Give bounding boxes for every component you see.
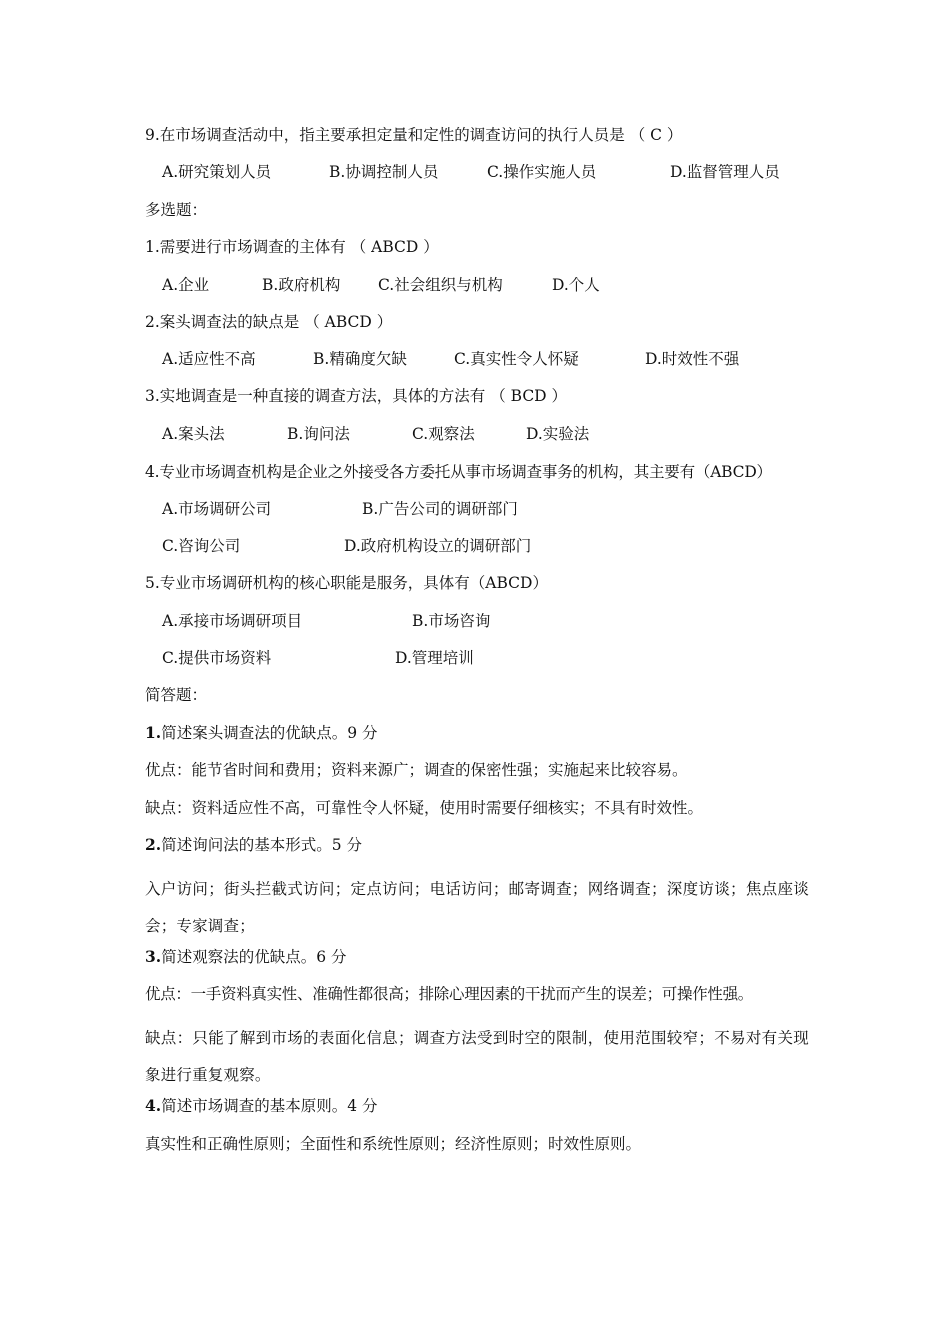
question-9-options [162,161,842,183]
multi-question-1-stem: 1.需要进行市场调查的主体有 （ ABCD ） [145,238,439,256]
question-text: 简述观察法的优缺点。6 分 [161,948,347,966]
option-d: D.个人 [552,276,600,294]
option-c: C.操作实施人员 [487,163,597,181]
option-a: A.市场调研公司 [162,500,272,518]
option-b: B.询问法 [287,425,350,443]
question-number: 2. [145,835,162,854]
option-d: D.时效性不强 [645,350,740,368]
option-c: C.观察法 [412,425,475,443]
multi-question-3-stem: 3.实地调查是一种直接的调查方法，具体的方法有 （ BCD ） [145,387,568,405]
question-text: 简述询问法的基本形式。5 分 [161,836,362,854]
short-answer-3-pros: 优点：一手资料真实性、准确性都很高；排除心理因素的干扰而产生的误差；可操作性强。 [145,985,754,1003]
option-d: D.管理培训 [395,649,474,667]
question-9-stem: 9.在市场调查活动中，指主要承担定量和定性的调查访问的执行人员是 （ C ） [145,126,683,144]
option-c: C.咨询公司 [162,537,241,555]
short-answer-4: 真实性和正确性原则；全面性和系统性原则；经济性原则；时效性原则。 [145,1135,642,1153]
multi-question-2-stem: 2.案头调查法的缺点是 （ ABCD ） [145,313,393,331]
question-text: 简述案头调查法的优缺点。9 分 [161,724,378,742]
short-question-1 [145,722,835,744]
option-b: B.市场咨询 [412,612,491,630]
question-number: 4. [145,1096,162,1115]
option-a: A.案头法 [162,425,225,443]
multi-question-5-options-row-1 [162,610,842,632]
multi-question-1-options [162,274,842,296]
multi-question-2-options [162,348,842,370]
short-question-2 [145,834,835,856]
short-question-3 [145,946,835,968]
option-c: C.提供市场资料 [162,649,272,667]
short-answer-1-cons: 缺点：资料适应性不高，可靠性令人怀疑，使用时需要仔细核实；不具有时效性。 [145,799,704,817]
multi-question-5-options-row-2 [162,647,842,669]
option-d: D.实验法 [526,425,590,443]
option-c: C.社会组织与机构 [378,276,503,294]
option-c: C.真实性令人怀疑 [454,350,579,368]
short-answer-2: 入户访问；街头拦截式访问；定点访问；电话访问；邮寄调查；网络调查；深度访谈；焦点座谈会；专家调查； [145,880,809,935]
option-a: A.适应性不高 [162,350,256,368]
option-a: A.企业 [162,276,210,294]
option-d: D.政府机构设立的调研部门 [344,537,532,555]
option-d: D.监督管理人员 [670,163,780,181]
short-question-4 [145,1095,835,1117]
multi-question-4-options-row-1 [162,498,842,520]
option-b: B.政府机构 [262,276,341,294]
short-answer-1-pros: 优点：能节省时间和费用；资料来源广；调查的保密性强；实施起来比较容易。 [145,761,688,779]
option-a: A.研究策划人员 [162,163,272,181]
option-a: A.承接市场调研项目 [162,612,303,630]
multi-question-4-options-row-2 [162,535,842,557]
question-text: 简述市场调查的基本原则。4 分 [161,1097,378,1115]
question-number: 3. [145,947,162,966]
short-answer-heading: 简答题： [145,686,208,704]
multi-choice-heading: 多选题： [145,201,208,219]
question-number: 1. [145,723,162,742]
short-answer-3-cons: 缺点：只能了解到市场的表面化信息；调查方法受到时空的限制，使用范围较窄；不易对有关现象进行重复观察。 [145,1029,809,1084]
multi-question-5-stem: 5.专业市场调研机构的核心职能是服务，具体有（ABCD） [145,574,548,592]
option-b: B.协调控制人员 [329,163,439,181]
multi-question-3-options [162,423,842,445]
multi-question-4-stem: 4.专业市场调查机构是企业之外接受各方委托从事市场调查事务的机构，其主要有（ABCD） [145,463,772,481]
option-b: B.精确度欠缺 [313,350,407,368]
option-b: B.广告公司的调研部门 [362,500,518,518]
